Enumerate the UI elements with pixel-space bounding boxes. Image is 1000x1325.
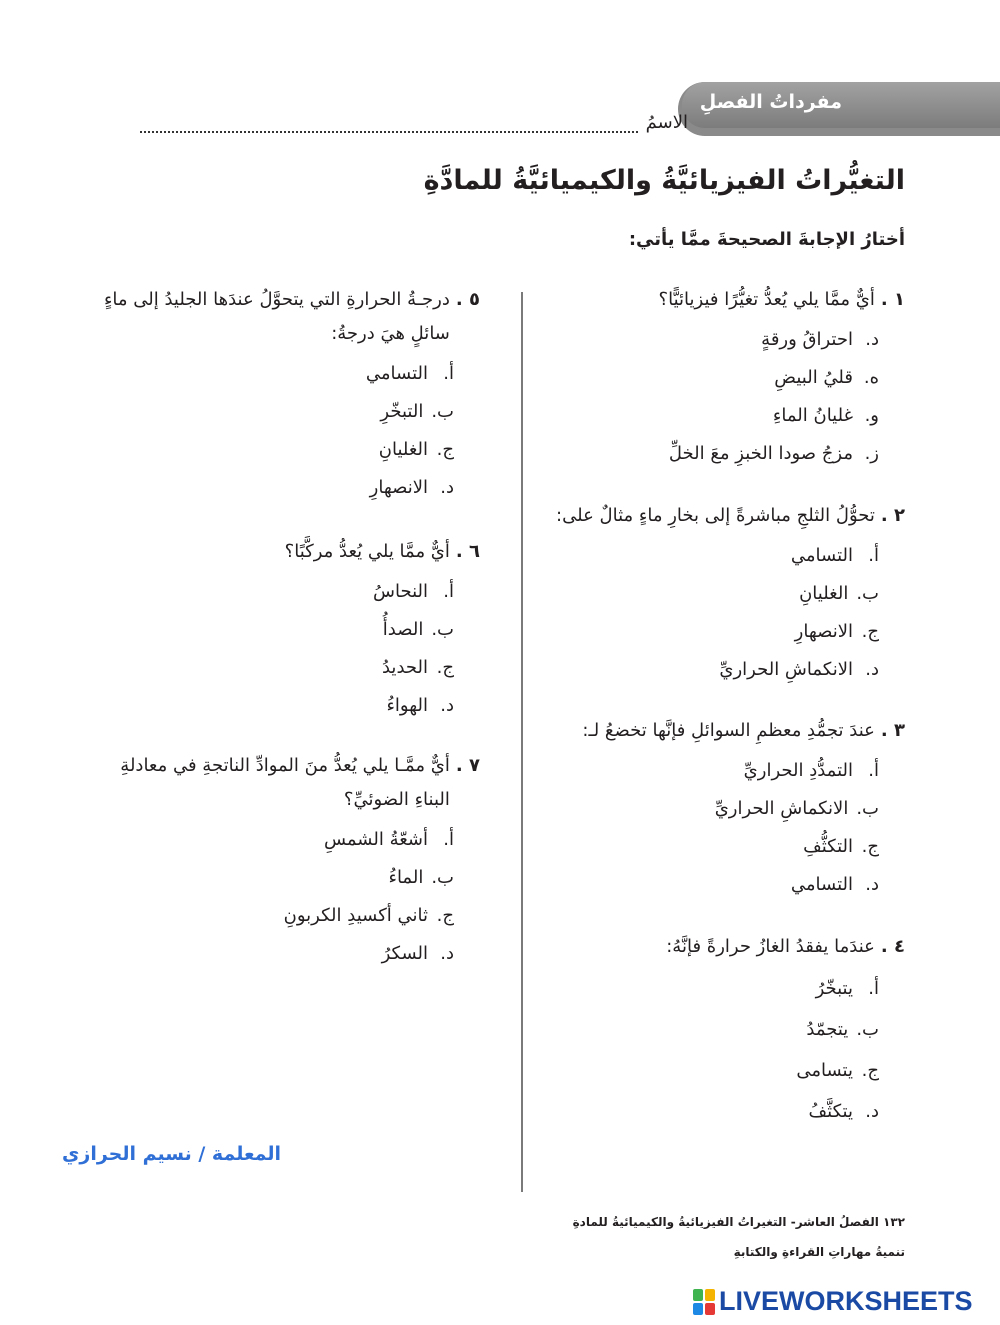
logo-square-4 [705,1303,715,1315]
option-text: التسامي [365,363,428,384]
option-letter: ج. [436,905,454,926]
answer-options [100,355,454,507]
answer-option[interactable] [666,1091,879,1132]
option-text: الانكماشِ الحراريِّ [719,659,853,680]
option-text: التبخّرِ [380,401,424,422]
option-text: السكرُ [381,943,428,964]
liveworksheets-brand[interactable] [693,1286,973,1317]
question-number: ٢ . [880,505,905,526]
column-divider [521,292,523,1192]
footer-subtitle: تنميةُ مهاراتِ القراءةِ والكتابةِ [733,1245,905,1259]
option-letter: ب. [431,619,454,640]
answer-options [659,321,879,473]
question-2 [556,499,905,689]
option-letter: د. [440,695,454,716]
answer-option[interactable] [285,687,454,725]
answer-option[interactable] [659,397,879,435]
answer-option[interactable] [556,651,879,689]
question-1 [659,283,905,473]
answer-option[interactable] [100,469,454,507]
question-number: ٦ . [455,541,480,562]
question-7 [100,749,480,973]
option-text: الصدأُ [382,619,424,640]
option-letter: ه. [863,367,879,388]
answer-option[interactable] [285,611,454,649]
option-letter: أ. [443,829,454,850]
logo-square-2 [705,1289,715,1301]
answer-option[interactable] [100,431,454,469]
chapter-tab-pill [682,82,1000,128]
answer-options [285,573,454,725]
question-text: عندَما يفقدُ الغازُ حرارةً فإنَّهُ: [666,936,875,957]
question-stem [659,283,905,317]
option-text: الغليانِ [799,583,849,604]
answer-option[interactable] [285,573,454,611]
logo-square-1 [693,1289,703,1301]
liveworksheets-text: LIVEWORKSHEETS [719,1286,973,1316]
question-stem [556,499,905,533]
question-text: أيٌّ ممَّا يلي يُعدُّ تغيُّرًا فيزيائيًّا؟ [658,289,875,310]
option-text: الانصهارِ [794,621,853,642]
option-letter: ز. [864,443,879,464]
question-text: درجـةُ الحرارةِ التي يتحوَّلُ عندَها الجليدُ إلى ماءٍ سائلٍ هيَ درجةُ: [103,289,450,344]
option-letter: أ. [868,760,879,781]
name-input-line[interactable] [140,119,638,133]
option-text: الانكماشِ الحراريِّ [714,798,849,819]
answer-option[interactable] [100,897,454,935]
answer-option[interactable] [556,537,879,575]
answer-option[interactable] [582,752,879,790]
answer-option[interactable] [659,435,879,473]
option-text: أشعّةُ الشمسِ [323,829,428,850]
question-6 [285,535,480,725]
answer-option[interactable] [100,859,454,897]
teacher-name: المعلمة / نسيم الحرازي [62,1143,282,1165]
answer-option[interactable] [582,828,879,866]
question-text: تحوُّلُ الثلجِ مباشرةً إلى بخارِ ماءٍ مثالٌ على: [556,505,875,526]
answer-option[interactable] [659,359,879,397]
option-text: يتسامى [796,1060,853,1081]
option-letter: ب. [856,798,879,819]
answer-option[interactable] [556,575,879,613]
option-letter: د. [865,874,879,895]
option-text: ثاني أكسيدِ الكربونِ [283,905,428,926]
answer-option[interactable] [100,935,454,973]
option-text: التسامي [790,874,853,895]
question-stem [100,283,480,351]
answer-option[interactable] [666,968,879,1009]
option-letter: أ. [868,545,879,566]
page-title: التغيُّراتُ الفيزيائيَّةُ والكيميائيَّةُ للمادَّةِ [423,165,905,196]
answer-options [100,821,454,973]
option-text: غليانُ الماءِ [772,405,853,426]
option-text: الانصهارِ [369,477,428,498]
option-letter: ج. [861,1060,879,1081]
option-text: الماءُ [388,867,424,888]
option-text: التكثُّفِ [803,836,853,857]
option-text: الغليانِ [378,439,428,460]
name-label: الاسمُ [645,112,688,133]
option-letter: د. [865,329,879,350]
answer-option[interactable] [582,790,879,828]
option-text: التسامي [790,545,853,566]
answer-option[interactable] [285,649,454,687]
option-text: يتجمّدُ [806,1019,849,1040]
chapter-tab-label: مفرداتُ الفصلِ [699,91,842,113]
option-letter: ب. [431,401,454,422]
answer-options [556,537,879,689]
question-4 [666,930,905,1132]
question-text: أيٌّ ممَّـا يلي يُعدُّ منَ الموادِّ الناتجةِ في معادلةِ البناءِ الضوئيِّ؟ [120,755,450,810]
question-number: ٥ . [455,289,480,310]
answer-option[interactable] [100,355,454,393]
option-letter: د. [865,1101,879,1122]
option-text: النحاسُ [373,581,428,602]
question-stem [666,930,905,964]
option-text: الحديدُ [381,657,428,678]
option-letter: ج. [436,439,454,460]
question-3 [582,714,905,904]
answer-option[interactable] [556,613,879,651]
option-text: التمدُّدِ الحراريِّ [743,760,853,781]
option-letter: ج. [861,621,879,642]
option-letter: أ. [868,978,879,999]
option-text: يتكثَّفُ [808,1101,853,1122]
option-letter: و. [864,405,879,426]
option-text: احتراقُ ورقةٍ [761,329,853,350]
answer-option[interactable] [666,1009,879,1050]
answer-options [666,968,879,1132]
chapter-tab [678,82,1000,136]
answer-options [582,752,879,904]
instruction: أختارُ الإجابةَ الصحيحةَ ممَّا يأتي: [628,229,905,250]
option-text: قليُ البيضِ [774,367,853,388]
question-number: ٤ . [880,936,905,957]
option-letter: أ. [443,363,454,384]
answer-option[interactable] [100,821,454,859]
option-letter: د. [440,477,454,498]
option-letter: ب. [431,867,454,888]
question-text: عندَ تجمُّدِ معظمِ السوائلِ فإنَّها تخضعُ لـ: [582,720,875,741]
answer-option[interactable] [100,393,454,431]
question-stem [100,749,480,817]
option-letter: د. [865,659,879,680]
answer-option[interactable] [582,866,879,904]
option-text: يتبخّرُ [815,978,853,999]
option-letter: ب. [856,1019,879,1040]
question-text: أيٌّ ممَّا يلي يُعدُّ مركَّبًا؟ [284,541,450,562]
option-letter: ج. [861,836,879,857]
footer-chapter: ١٣٢ الفصلُ العاشر- التغيراتُ الفيزيائيةُ والكيميائيةُ للمادةِ [572,1215,905,1229]
answer-option[interactable] [666,1050,879,1091]
option-letter: ب. [856,583,879,604]
option-text: الهواءُ [386,695,428,716]
logo-square-3 [693,1303,703,1315]
question-number: ٧ . [455,755,480,776]
question-stem [582,714,905,748]
answer-option[interactable] [659,321,879,359]
question-5 [100,283,480,507]
option-letter: ج. [436,657,454,678]
option-text: مزجُ صودا الخبزِ معَ الخلِّ [668,443,853,464]
student-name-row [140,107,688,133]
option-letter: أ. [443,581,454,602]
liveworksheets-logo-icon [693,1289,715,1315]
question-number: ١ . [880,289,905,310]
question-number: ٣ . [880,720,905,741]
option-letter: د. [440,943,454,964]
question-stem [285,535,480,569]
